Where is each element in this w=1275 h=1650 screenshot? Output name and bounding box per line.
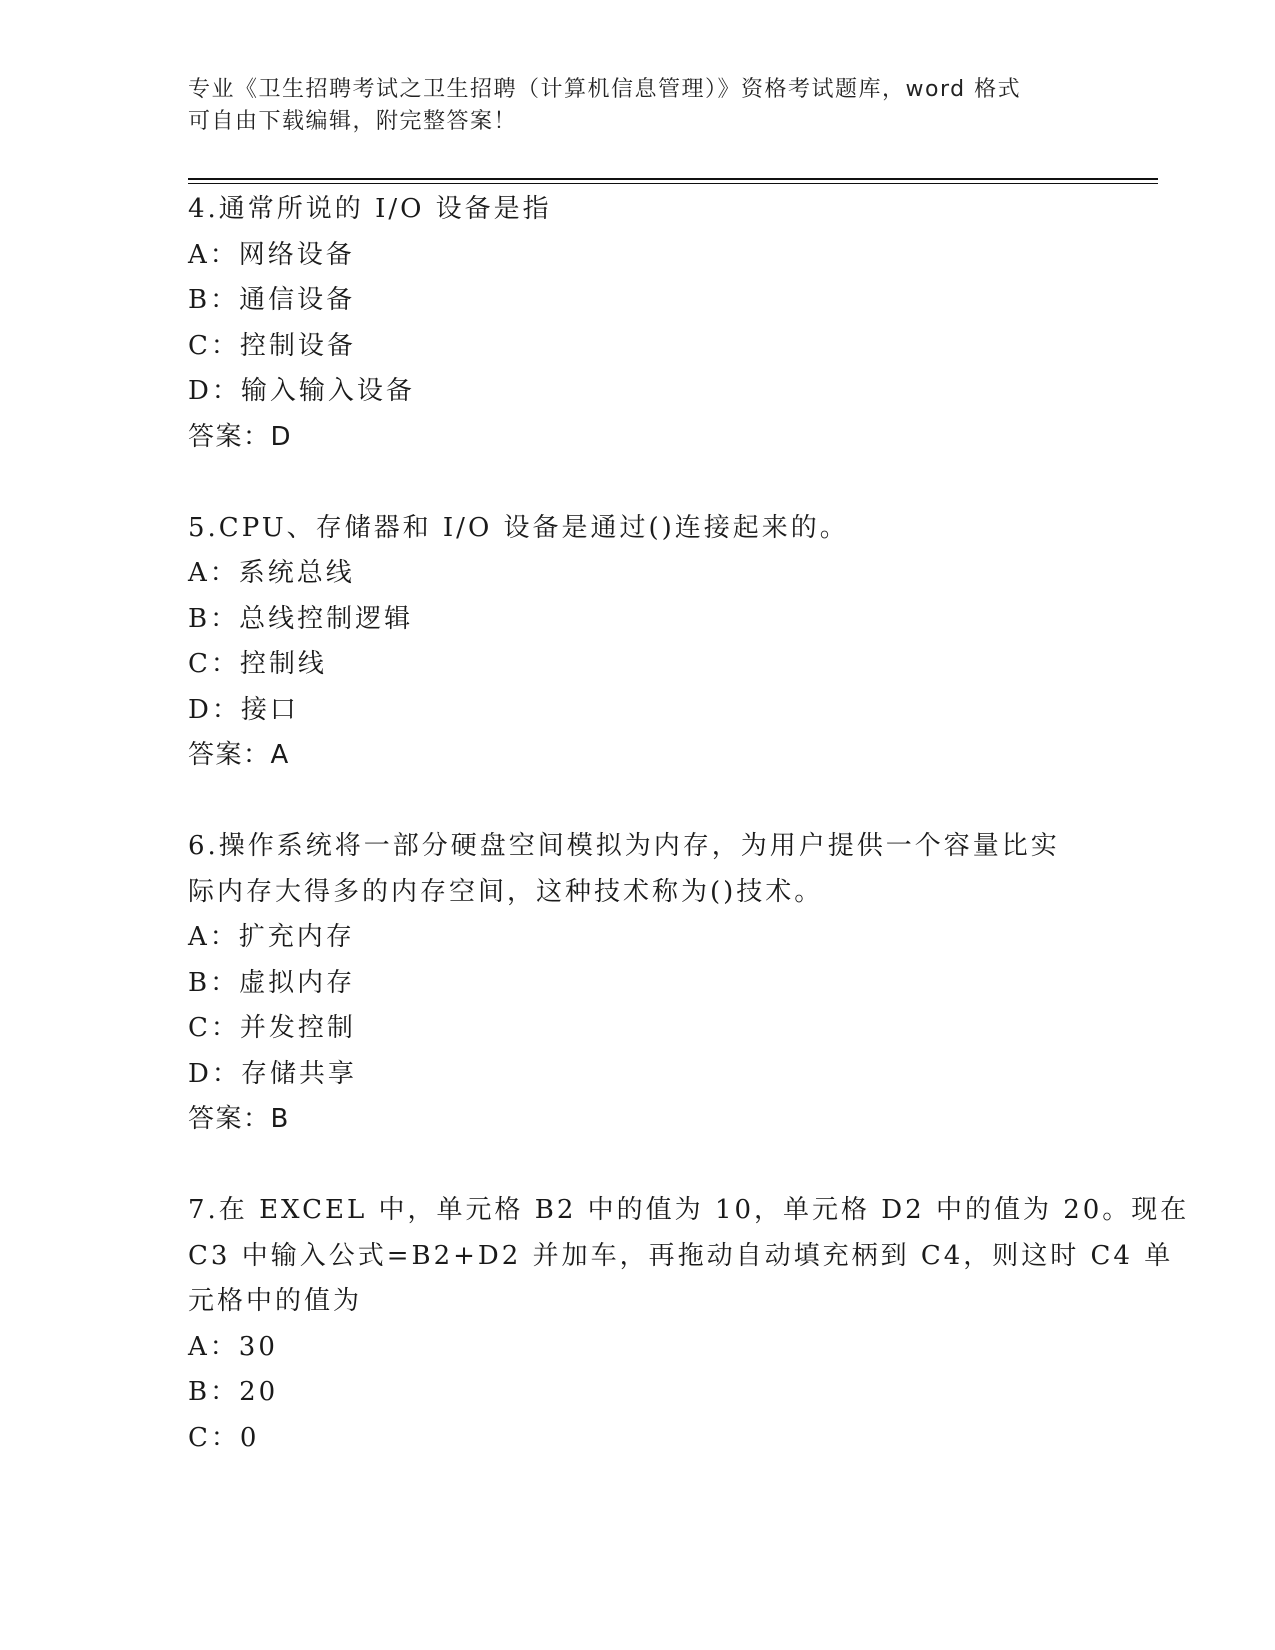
spacer (188, 779, 1088, 825)
header-line-1: 专业《卫生招聘考试之卫生招聘（计算机信息管理）》资格考试题库，word 格式 (188, 77, 1022, 102)
header-divider-thick (188, 178, 1158, 180)
option-b: B：20 (188, 1377, 279, 1407)
answer-text: 答案：A (188, 740, 290, 770)
question-list (188, 187, 1190, 1461)
question-block (188, 506, 1088, 779)
option-d: D：接口 (188, 694, 299, 725)
header-line-2: 可自由下载编辑，附完整答案！ (188, 109, 518, 134)
question-text: 5.CPU、存储器和 I/O 设备是通过()连接起来的。 (188, 512, 849, 543)
option-c: C：控制线 (188, 649, 327, 679)
question-block (188, 1188, 1190, 1461)
option-c: C：并发控制 (188, 1013, 356, 1043)
question-text-line-2: C3 中输入公式=B2+D2 并加车，再拖动自动填充柄到 C4，则这时 C4 单 (188, 1240, 1174, 1271)
question-text-line-2: 际内存大得多的内存空间，这种技术称为()技术。 (188, 876, 824, 907)
option-a: A：扩充内存 (188, 922, 355, 952)
option-c: C：控制设备 (188, 330, 356, 361)
option-b: B：总线控制逻辑 (188, 603, 414, 634)
answer-text: 答案：B (188, 1104, 290, 1134)
option-b: B：通信设备 (188, 285, 356, 315)
spacer (188, 1143, 1088, 1189)
option-d: D：存储共享 (188, 1058, 357, 1089)
question-text-line-1: 6.操作系统将一部分硬盘空间模拟为内存，为用户提供一个容量比实 (188, 831, 1060, 861)
option-c: C：0 (188, 1422, 260, 1453)
document-header (188, 74, 1068, 138)
question-block (188, 824, 1088, 1143)
question-text: 4.通常所说的 I/O 设备是指 (188, 194, 552, 224)
question-text-line-1: 7.在 EXCEL 中，单元格 B2 中的值为 10，单元格 D2 中的值为 20。现在 (188, 1195, 1190, 1225)
option-a: A：网络设备 (188, 239, 355, 270)
option-d: D：输入输入设备 (188, 376, 415, 406)
answer-text: 答案：D (188, 421, 293, 452)
header-divider-thin (188, 183, 1158, 184)
option-a: A：系统总线 (188, 558, 355, 588)
question-block (188, 187, 1088, 460)
spacer (188, 460, 1088, 506)
option-b: B：虚拟内存 (188, 967, 356, 998)
question-text-line-3: 元格中的值为 (188, 1286, 363, 1316)
option-a: A：30 (188, 1331, 278, 1362)
